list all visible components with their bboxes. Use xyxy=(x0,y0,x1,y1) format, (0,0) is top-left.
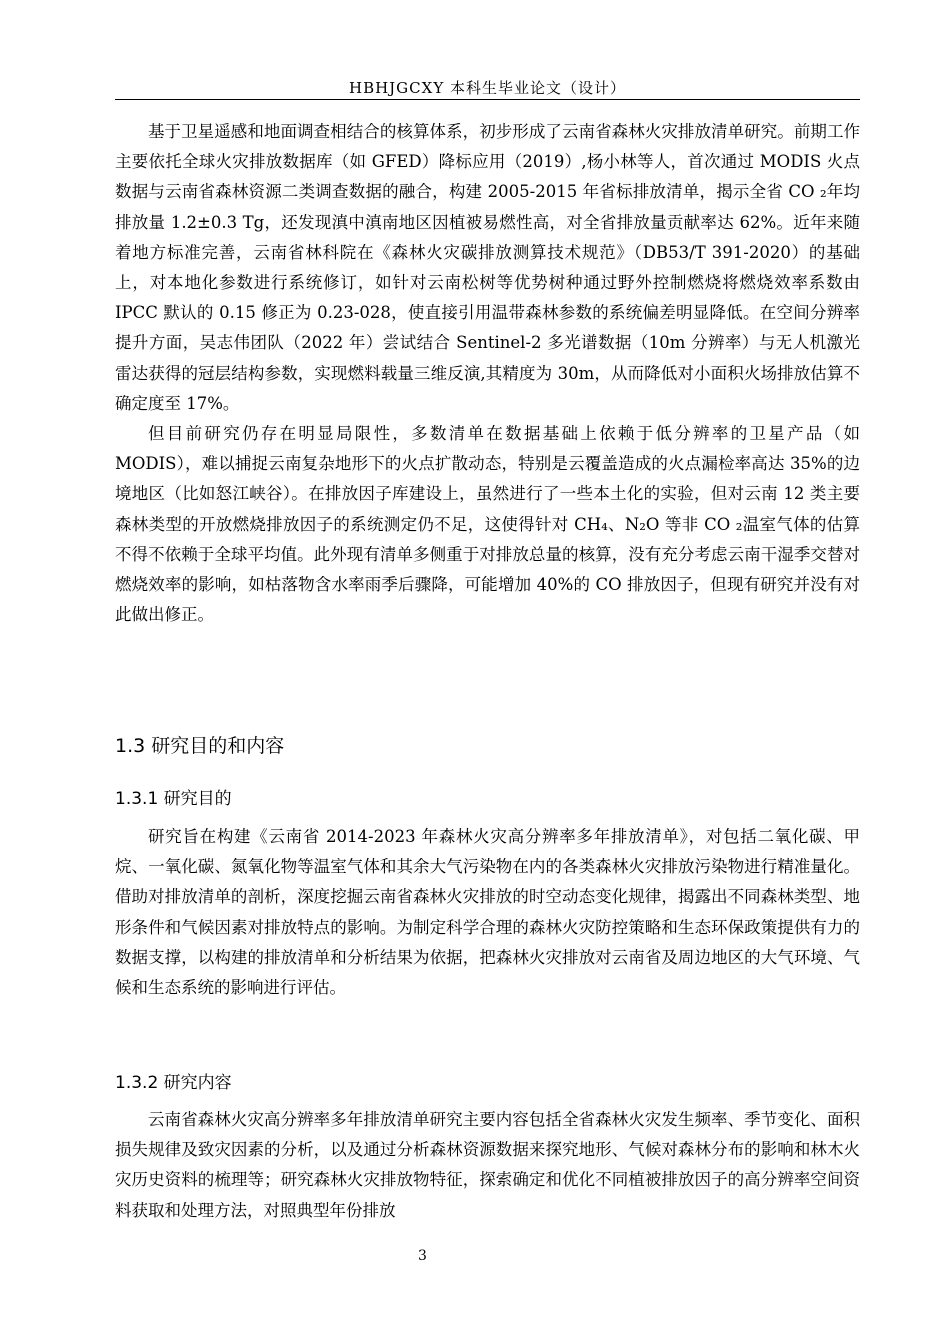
body-block-3 xyxy=(115,1105,860,1226)
paragraph-research-purpose: 研究旨在构建《云南省 2014-2023 年森林火灾高分辨率多年排放清单》，对包括二氧化碳、甲烷、一氧化碳、氮氧化物等温室气体和其余大气污染物在内的各类森林火灾排放污染物进行精准量化。借助对排放清单的剖析，深度挖掘云南省森林火灾排放的时空动态变化规律，揭露出不同森林类型、地形条件和气候因素对排放特点的影响。为制定科学合理的森林火灾防控策略和生态环保政策提供有力的数据支撑，以构建的排放清单和分析结果为依据，把森林火灾排放对云南省及周边地区的大气环境、气候和生态系统的影响进行评估。 xyxy=(115,827,860,998)
subsection-heading-1-3-1: 1.3.1 研究目的 xyxy=(115,789,232,809)
header-rule xyxy=(115,99,860,100)
body-block-1 xyxy=(115,117,860,630)
subsection-heading-1-3-2: 1.3.2 研究内容 xyxy=(115,1073,232,1093)
paragraph-research-content: 云南省森林火灾高分辨率多年排放清单研究主要内容包括全省森林火灾发生频率、季节变化、面积损失规律及致灾因素的分析，以及通过分析森林资源数据来探究地形、气候对森林分布的影响和林木火灾历史资料的梳理等；研究森林火灾排放物特征，探索确定和优化不同植被排放因子的高分辨率空间资料获取和处理方法，对照典型年份排放 xyxy=(115,1110,860,1220)
page-footer xyxy=(0,1248,950,1264)
running-header: HBHJGCXY 本科生毕业论文（设计） xyxy=(348,79,626,97)
body-block-2 xyxy=(115,822,860,1003)
paragraph-research-status: 基于卫星遥感和地面调查相结合的核算体系，初步形成了云南省森林火灾排放清单研究。前期工作主要依托全球火灾排放数据库（如 GFED）降标应用（2019）,杨小林等人，首次通过 MODIS 火点数据与云南省森林资源二类调查数据的融合，构建 2005-2015 年省标排放清单，揭示全省 CO ₂年均排放量 1.2±0.3 Tg，还发现滇中滇南地区因植被易燃性高，对全省排放量贡献率达 62%。近年来随着地方标准完善，云南省林科院在《森林火灾碳排放测算技术规范》（DB53/T 391-2020）的基础上，对本地化参数进行系统修订，如针对云南松树等优势树种通过野外控制燃烧将燃烧效率系数由 IPCC 默认的 0.15 修正为 0.23-028，使直接引用温带森林参数的系统偏差明显降低。在空间分辨率提升方面，吴志伟团队（2022 年）尝试结合 Sentinel-2 多光谱数据（10m 分辨率）与无人机激光雷达获得的冠层结构参数，实现燃料载量三维反演,其精度为 30m，从而降低对小面积火场排放估算不确定度至 17%。 xyxy=(115,122,860,413)
section-heading-1-3: 1.3 研究目的和内容 xyxy=(115,735,285,757)
page-number: 3 xyxy=(418,1248,427,1264)
paragraph-limitations: 但目前研究仍存在明显局限性，多数清单在数据基础上依赖于低分辨率的卫星产品（如 MODIS），难以捕捉云南复杂地形下的火点扩散动态，特别是云覆盖造成的火点漏检率高达 35%的边境地区（比如怒江峡谷）。在排放因子库建设上，虽然进行了一些本土化的实验，但对云南 12 类主要森林类型的开放燃烧排放因子的系统测定仍不足，这使得针对 CH₄、N₂O 等非 CO ₂温室气体的估算不得不依赖于全球平均值。此外现有清单多侧重于对排放总量的核算，没有充分考虑云南干湿季交替对燃烧效率的影响，如枯落物含水率雨季后骤降，可能增加 40%的 CO 排放因子，但现有研究并没有对此做出修正。 xyxy=(115,424,860,625)
